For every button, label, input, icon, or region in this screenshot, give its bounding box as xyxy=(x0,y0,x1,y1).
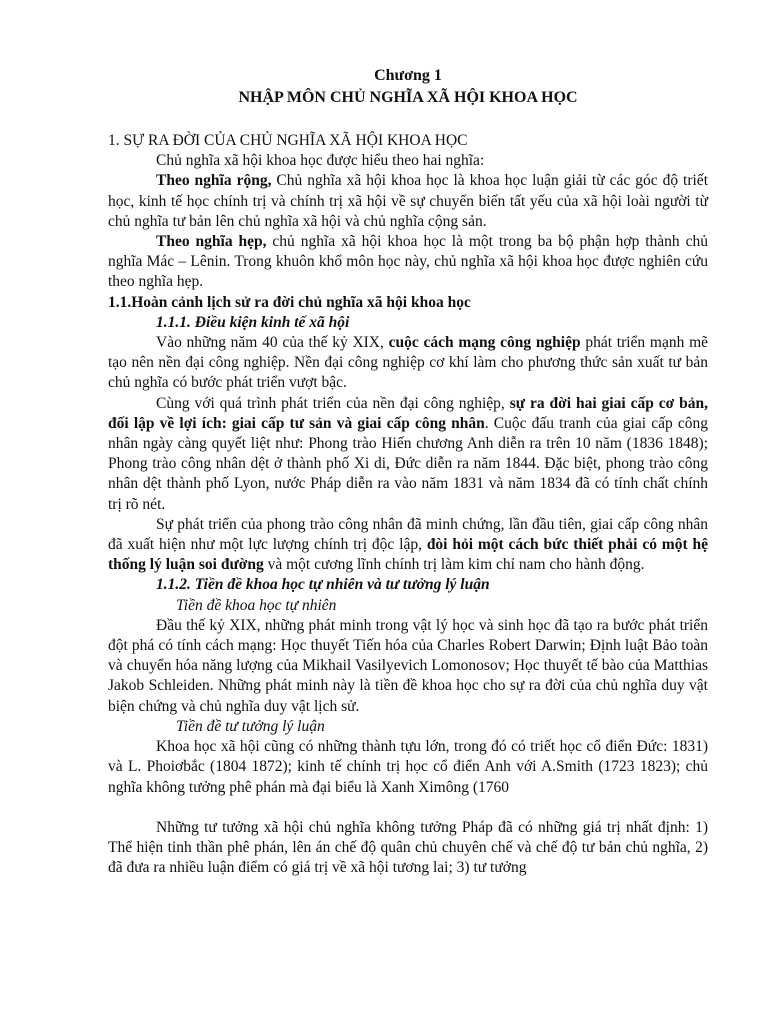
paragraph-workers-movement xyxy=(108,515,708,576)
section-heading-1-1: 1.1.Hoàn cảnh lịch sử ra đời chủ nghĩa xã hội khoa học xyxy=(108,293,471,311)
text-run: . Cuộc đấu tranh của giai cấp công nhân ngày càng quyết liệt như: Phong trào Hiến chương Anh diễn ra trên 10 năm (1836 1848); Phong trào công nhân dệt ở thành phố Xi di, Đức diễn ra năm 1844. Đặc biệt, phong trào công nhân dệt thành phố Lyon, nước Pháp diễn ra vào năm 1831 và năm 1834 đã có tính chất chính trị rõ nét. xyxy=(108,414,708,513)
paragraph-two-classes xyxy=(108,394,708,515)
broad-label: Theo nghĩa rộng, xyxy=(156,172,272,190)
paragraph-natural-science: Đầu thế kỷ XIX, những phát minh trong vật lý học và sinh học đã tạo ra bước phát triển đột phá có tính cách mạng: Học thuyết Tiến hóa của Charles Robert Darwin; Định luật Bảo toàn và chuyển hóa năng lượng của Mikhail Vasilyevich Lomonosov; Học thuyết tế bào của Matthias Jakob Schleiden. Những phát minh này là tiền đề khoa học cho sự ra đời của chủ nghĩa duy vật biện chứng và chủ nghĩa duy vật lịch sử. xyxy=(108,616,708,715)
text-run: Sự phát triển của phong trào công nhân đã minh chứng, lần đầu tiên, giai cấp công nhân đã xuất hiện như một lực lượng chính trị độc lập, xyxy=(108,515,708,554)
text-run: và một cương lĩnh chính trị làm kim chỉ nam cho hành động. xyxy=(263,556,645,574)
intro-paragraph: Chủ nghĩa xã hội khoa học được hiểu theo hai nghĩa: xyxy=(156,152,485,170)
narrow-definition-paragraph xyxy=(108,232,708,293)
subsection-heading-1-1-1: 1.1.1. Điều kiện kinh tế xã hội xyxy=(156,313,350,331)
narrow-label: Theo nghĩa hẹp, xyxy=(156,233,267,251)
paragraph-social-science: Khoa học xã hội cũng có những thành tựu lớn, trong đó có triết học cổ điển Đức: 1831) và L. Phoiơbắc (1804 1872); kinh tế chính trị học cổ điển Anh với A.Smith (1723 1823); chủ nghĩa không tưởng phê phán mà đại biểu là Xanh Ximông (1760 xyxy=(108,738,708,796)
text-run: Vào những năm 40 của thế kỷ XIX, xyxy=(156,334,389,352)
text-run: phát triển mạnh mẽ tạo nên nền đại công nghiệp. Nền đại công nghiệp cơ khí làm cho phương thức sản xuất tư bản chủ nghĩa có bước phát triển vượt bậc. xyxy=(108,334,709,392)
paragraph-industrial-revolution xyxy=(108,333,708,394)
bold-run: cuộc cách mạng công nghiệp xyxy=(388,334,581,352)
section-heading-1: 1. SỰ RA ĐỜI CỦA CHỦ NGHĨA XÃ HỘI KHOA HỌC xyxy=(108,132,468,149)
premise-natural-science-heading: Tiền đề khoa học tự nhiên xyxy=(176,596,337,614)
narrow-text: chủ nghĩa xã hội khoa học là một trong ba bộ phận hợp thành chủ nghĩa Mác – Lênin. Trong khuôn khổ môn học này, chủ nghĩa xã hội khoa học được nghiên cứu theo nghĩa hẹp. xyxy=(108,233,708,291)
chapter-title: NHẬP MÔN CHỦ NGHĨA XÃ HỘI KHOA HỌC xyxy=(238,89,578,106)
paragraph-utopian-socialism: Những tư tưởng xã hội chủ nghĩa không tưởng Pháp đã có những giá trị nhất định: 1) Thể hiện tinh thần phê phán, lên án chế độ quân chủ chuyên chế và chế độ tư bản chủ nghĩa, 2) đã đưa ra nhiều luận điểm có giá trị về xã hội tương lai; 3) tư tưởng xyxy=(108,818,708,877)
chapter-number: Chương 1 xyxy=(374,67,442,84)
broad-definition-paragraph xyxy=(108,171,708,232)
subsection-heading-1-1-2: 1.1.2. Tiền đề khoa học tự nhiên và tư tưởng lý luận xyxy=(156,576,490,594)
text-run: Cùng với quá trình phát triển của nền đại công nghiệp, xyxy=(156,394,510,412)
broad-text: Chủ nghĩa xã hội khoa học là khoa học luận giải từ các góc độ triết học, kinh tế học chính trị và chính trị xã hội về sự chuyển biến tất yếu của xã hội loài người từ chủ nghĩa tư bản lên chủ nghĩa xã hội và chủ nghĩa cộng sản. xyxy=(108,172,708,230)
premise-theory-heading: Tiền đề tư tưởng lý luận xyxy=(176,717,325,735)
paragraph-gap xyxy=(108,798,708,818)
bold-run: đòi hỏi một cách bức thiết phải có một hệ thống lý luận soi đường xyxy=(108,536,708,574)
bold-run: sự ra đời hai giai cấp cơ bản, đối lập về lợi ích: giai cấp tư sản và giai cấp công nhân xyxy=(108,394,708,432)
